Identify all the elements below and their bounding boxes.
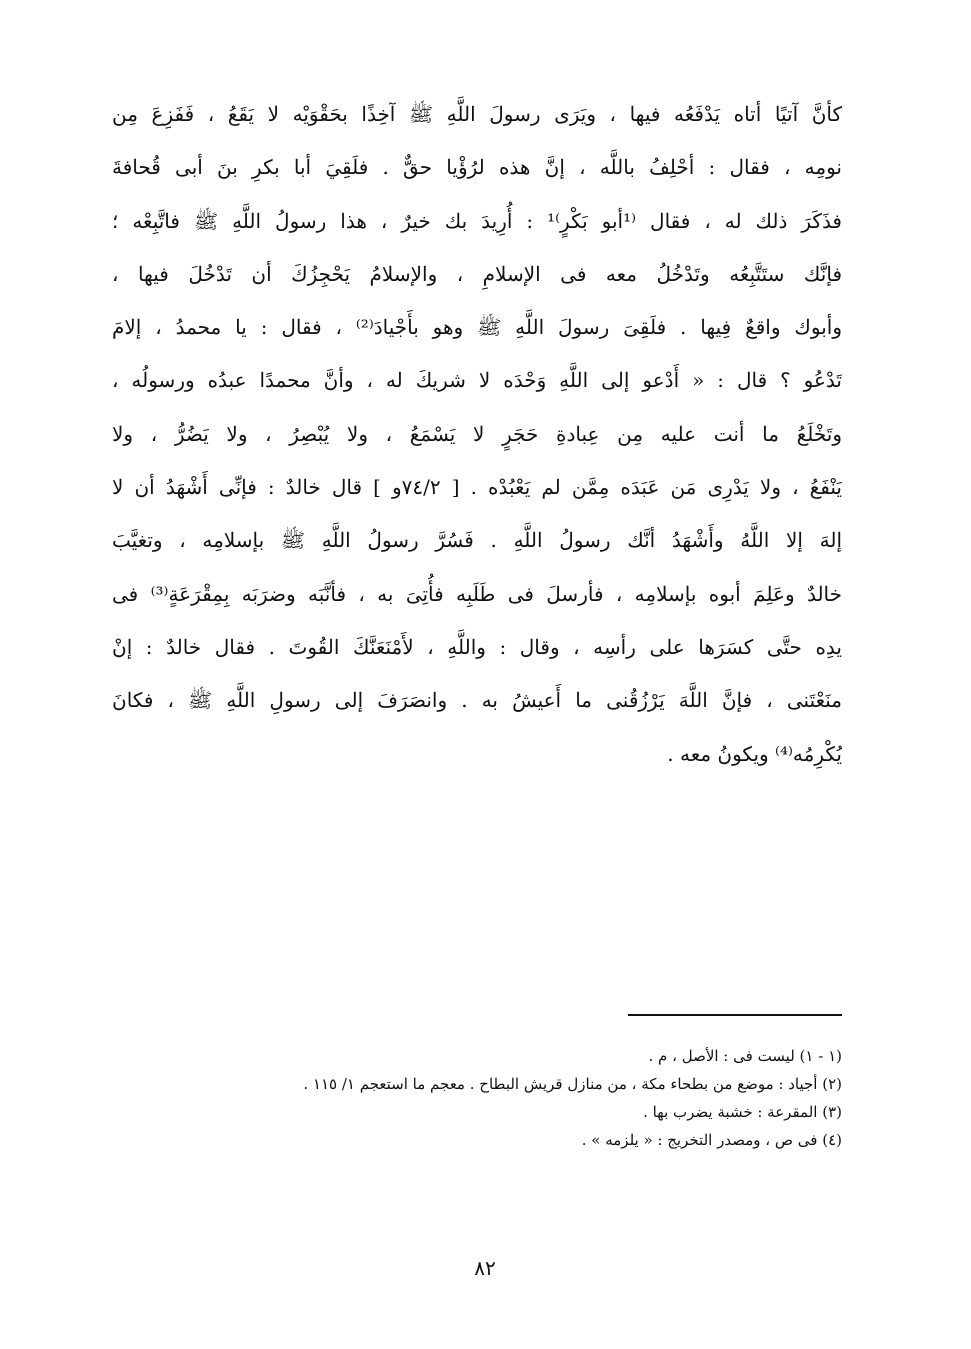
body-line: يُكْرِمُه⁽⁴⁾ ويكونُ معه . — [667, 741, 842, 766]
footnote: (١ - ١) ليست فى : الأصل ، م . — [648, 1047, 842, 1065]
body-line: خالدٌ وعَلِمَ أبوه بإسلامِه ، فأرسلَ فى طَلَبِه فأُتِىَ به ، فأنَّبَه وضرَبَه بِمِقْرَعَةٍ⁽³⁾ فى — [112, 581, 842, 606]
body-line: وتَخْلَعُ ما أنت عليه مِن عِبادةِ حَجَرٍ لا يَسْمَعُ ، ولا يُبْصِرُ ، ولا يَضُرُّ ، ولا — [112, 421, 842, 446]
footnote: (٣) المقرعة : خشبة يضرب بها . — [643, 1103, 842, 1121]
footnotes — [180, 1042, 842, 1154]
body-line: فذَكَرَ ذلك له ، فقال ⁽¹أبو بَكْرٍ⁾¹ : أُرِيدَ بك خيرٌ ، هذا رسولُ اللَّهِ ﷺ فاتَّبِعْه ؛ — [112, 208, 842, 233]
body-text — [112, 88, 842, 781]
body-line: نومِه ، فقال : أحْلِفُ باللَّه ، إنَّ هذه لرُؤْيا حقٌّ . فلَقِيَ أبا بكرِ بنَ أبى قُحافةَ — [112, 155, 842, 180]
body-line: منَعْتَنى ، فإنَّ اللَّهَ يَرْزُقُنى ما أَعيشُ به . وانصَرَفَ إلى رسولِ اللَّهِ ﷺ ، فكانَ — [112, 688, 842, 713]
body-line: تَدْعُو ؟ قال : « أَدْعو إلى اللَّهِ وَحْدَه لا شريكَ له ، وأنَّ محمدًا عبدُه ورسولُه ، — [112, 368, 842, 393]
footnote: (٢) أجياد : موضع من بطحاء مكة ، من منازل قريش البطاح . معجم ما استعجم ١/ ١١٥ . — [303, 1075, 842, 1093]
body-line: فإنَّك ستَتَّبِعُه وتَدْخُلُ معه فى الإسلامِ ، والإسلامُ يَحْجِزُكَ أن تَدْخُلَ فيها ، — [112, 261, 842, 286]
body-line: إلهَ إلا اللَّهُ وأَشْهَدُ أنَّك رسولُ اللَّهِ . فَسُرَّ رسولُ اللَّهِ ﷺ بإسلامِه ، وتغيَّبَ — [112, 528, 842, 553]
body-line: كأنَّ آتيًا أتاه يَدْفَعُه فيها ، ويَرَى رسولَ اللَّهِ ﷺ آخِذًا بحَقْوَيْه لا يَقَعُ ، فَفَزِعَ مِن — [112, 102, 842, 126]
footnote: (٤) فى ص ، ومصدر التخريج : « يلزمه » . — [581, 1131, 842, 1149]
body-line: يدِه حتَّى كسَرَها على رأسِه ، وقال : واللَّهِ ، لأَمْنَعَنَّكَ القُوتَ . فقال خالدٌ : إنْ — [112, 634, 842, 659]
footnote-separator — [628, 1014, 842, 1016]
body-line: وأبوك واقعٌ فِيها . فلَقِىَ رسولَ اللَّهِ ﷺ وهو بأَجْيادَ⁽²⁾ ، فقال : يا محمدُ ، إلامَ — [112, 315, 842, 340]
body-line: يَنْفَعُ ، ولا يَدْرِى مَن عَبَدَه مِمَّن لم يَعْبُدْه . [ ٧٤/٢و ] قال خالدٌ : فإنِّى أَشْهَدُ أن لا — [112, 475, 842, 500]
page-number: ٨٢ — [474, 1256, 496, 1280]
